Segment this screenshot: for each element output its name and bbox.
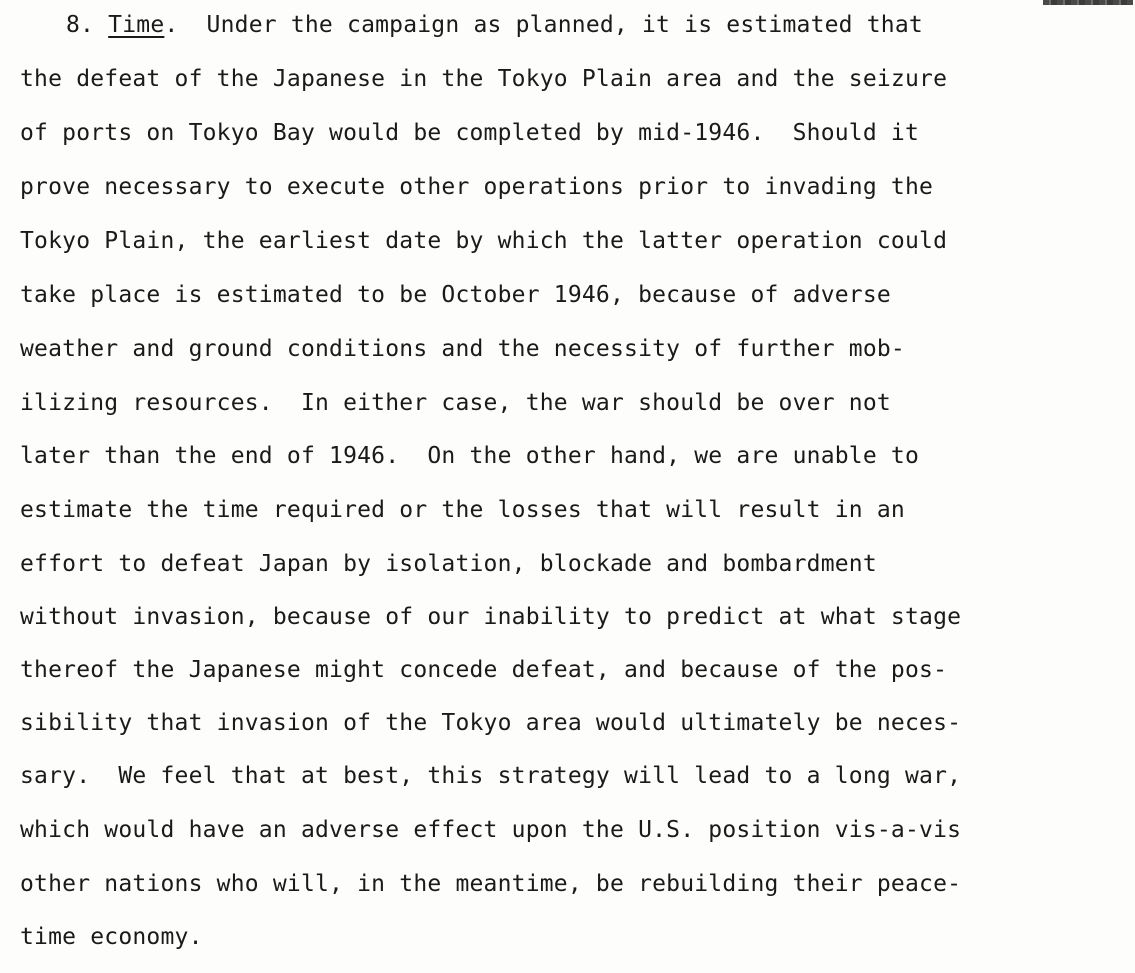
text-line: Tokyo Plain, the earliest date by which the latter operation could xyxy=(20,228,948,254)
text-line: weather and ground conditions and the necessity of further mob- xyxy=(20,336,905,362)
text-line: sibility that invasion of the Tokyo area would ultimately be neces- xyxy=(20,710,962,736)
text-line: ilizing resources. In either case, the war should be over not xyxy=(20,390,891,416)
text-line: thereof the Japanese might concede defeat, and because of the pos- xyxy=(20,657,948,683)
text-line: time economy. xyxy=(20,924,203,950)
text-line: without invasion, because of our inability to predict at what stage xyxy=(20,604,962,630)
section-title-punctuation: . xyxy=(164,12,179,38)
text-line: which would have an adverse effect upon the U.S. position vis-a-vis xyxy=(20,817,962,843)
text-line: estimate the time required or the losses that will result in an xyxy=(20,497,905,523)
section-title: Time xyxy=(108,12,165,38)
text-line: other nations who will, in the meantime, be rebuilding their peace- xyxy=(20,871,962,897)
text-line: take place is estimated to be October 1946, because of adverse xyxy=(20,282,891,308)
text-line: later than the end of 1946. On the other hand, we are unable to xyxy=(20,443,920,469)
scan-artifact xyxy=(1043,0,1133,5)
paragraph-first-line xyxy=(66,10,923,40)
text-line: the defeat of the Japanese in the Tokyo Plain area and the seizure xyxy=(20,66,948,92)
text-line: sary. We feel that at best, this strategy will lead to a long war, xyxy=(20,763,962,789)
text-line: effort to defeat Japan by isolation, blockade and bombardment xyxy=(20,551,877,577)
text-line: of ports on Tokyo Bay would be completed by mid-1946. Should it xyxy=(20,120,920,146)
section-number: 8. xyxy=(66,12,95,38)
text-line: Under the campaign as planned, it is estimated that xyxy=(206,12,923,38)
text-line: prove necessary to execute other operations prior to invading the xyxy=(20,174,934,200)
